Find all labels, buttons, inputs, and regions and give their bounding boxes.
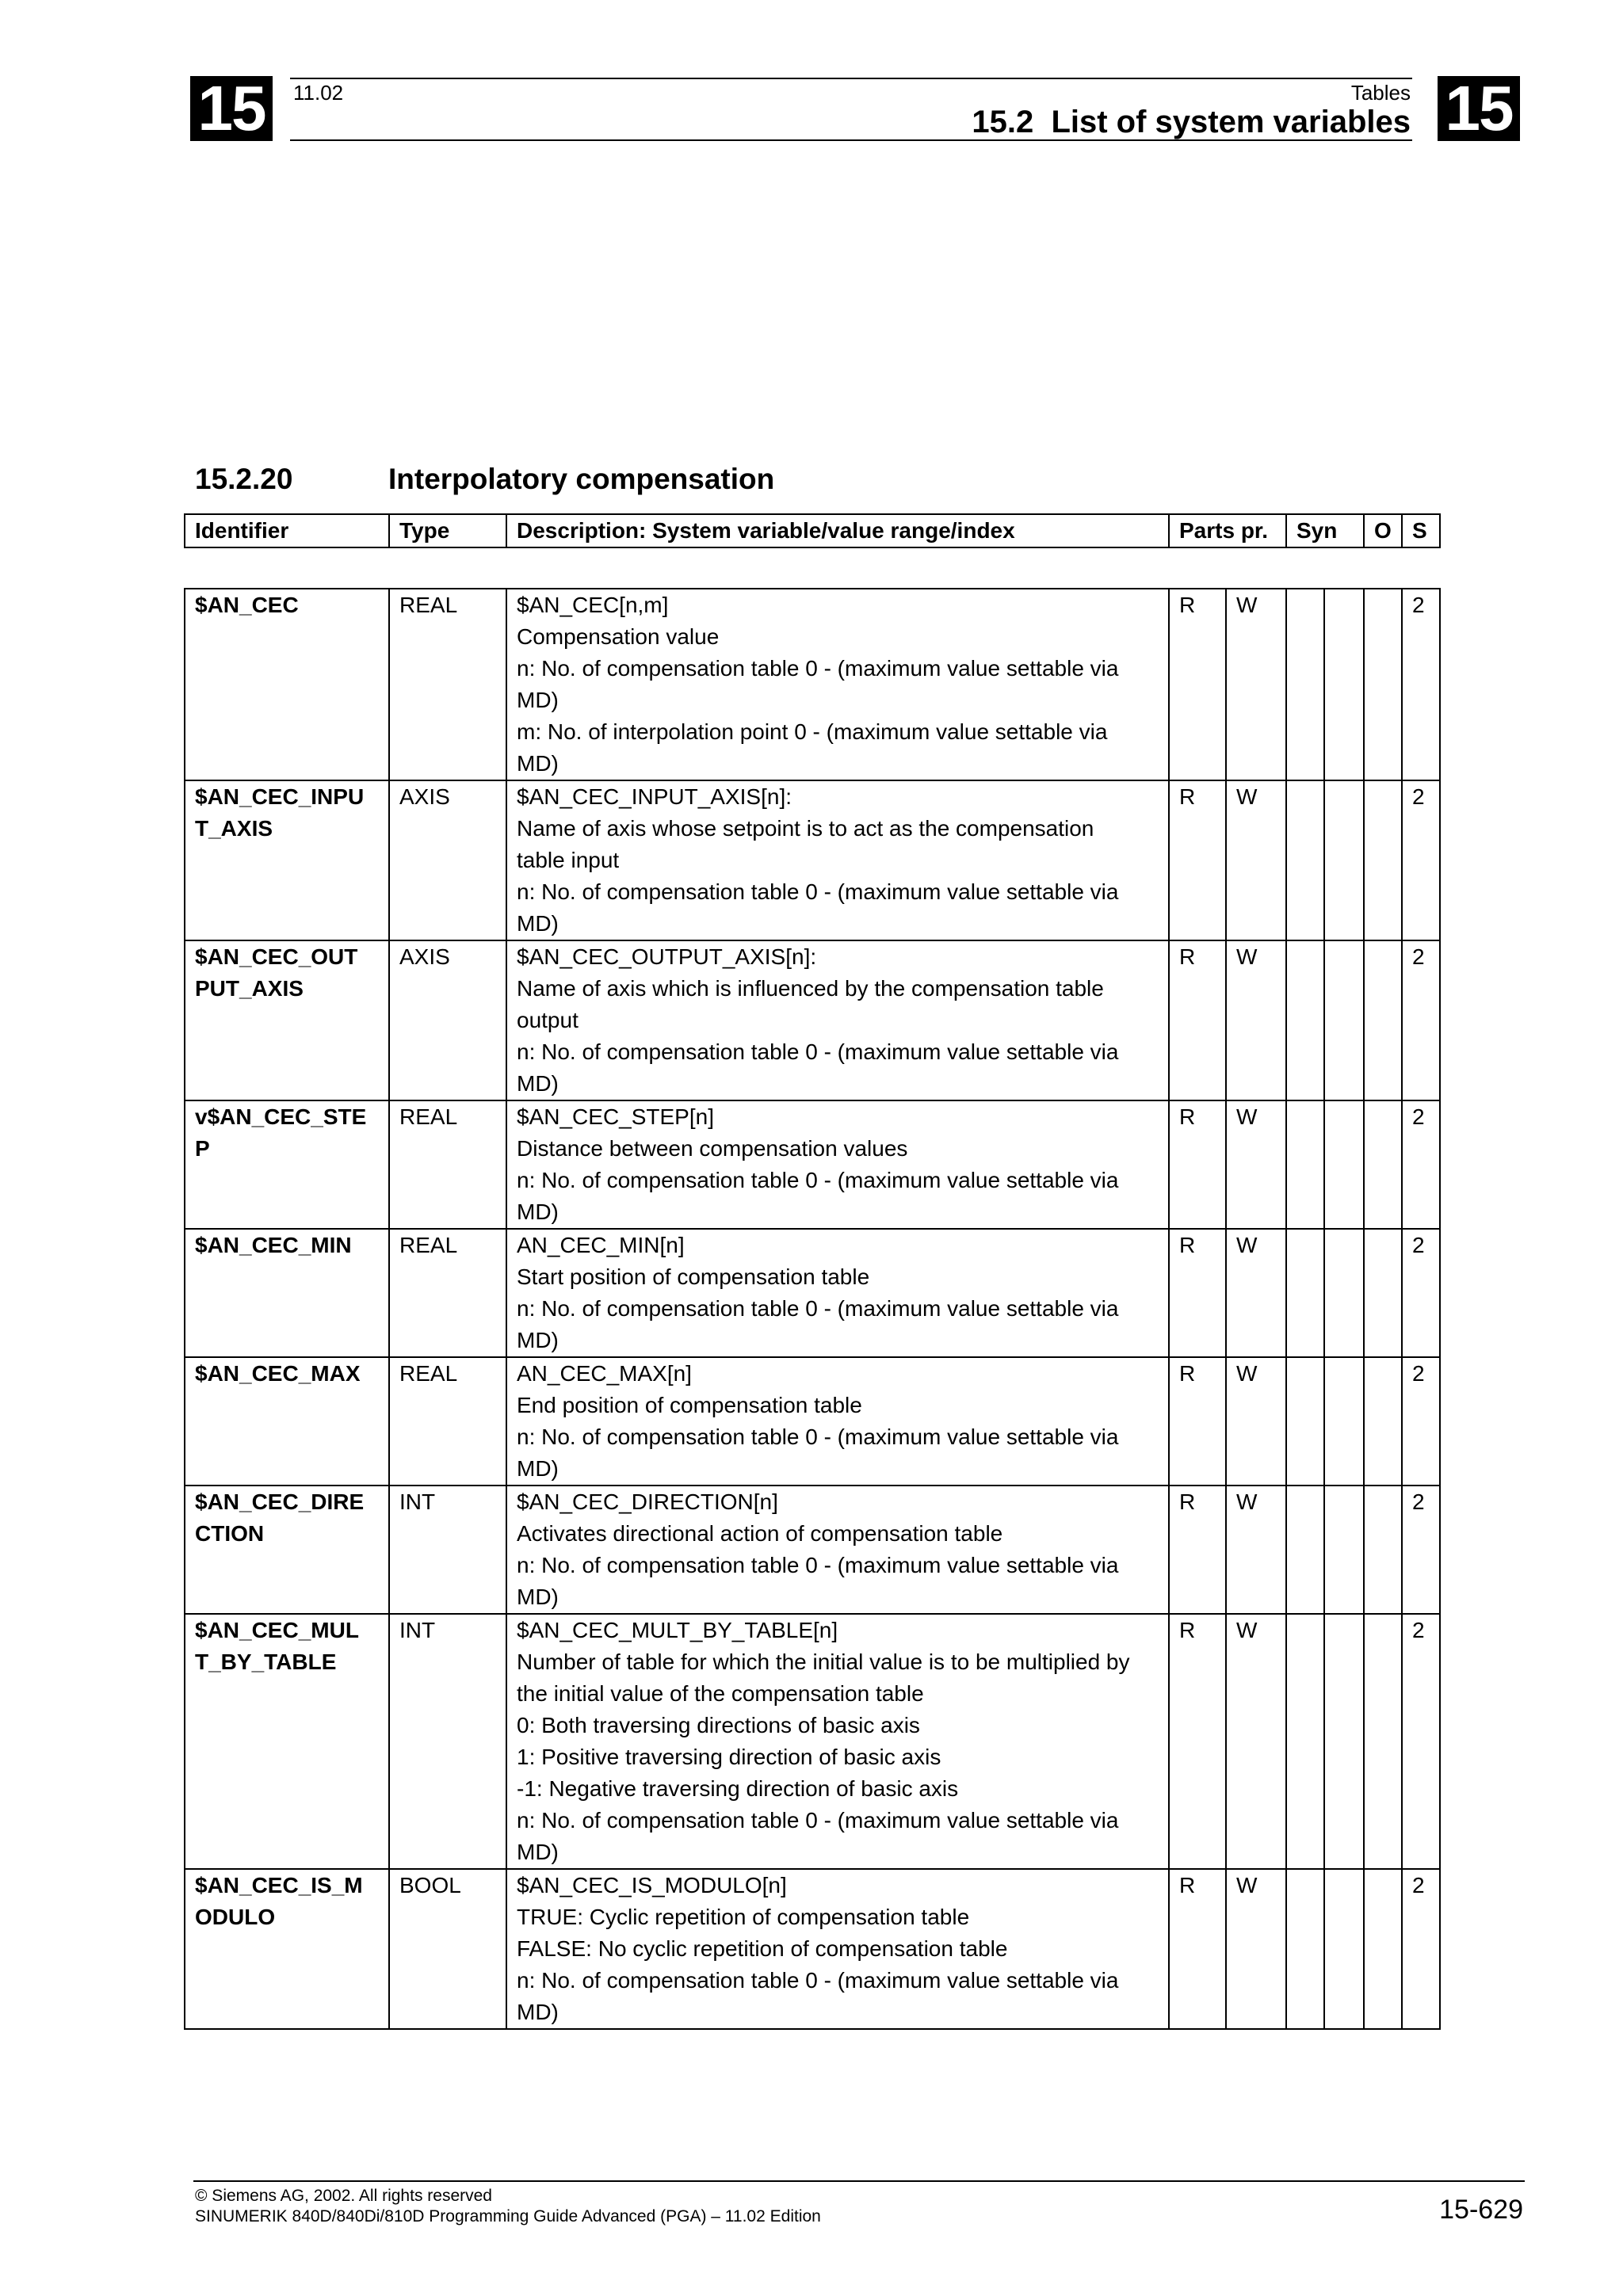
description-line: Start position of compensation table bbox=[517, 1264, 870, 1289]
description-line: MD) bbox=[517, 1585, 559, 1609]
description-line: MD) bbox=[517, 911, 559, 936]
description-line: n: No. of compensation table 0 - (maximum value settable via bbox=[517, 1808, 1119, 1833]
type-cell: REAL bbox=[389, 1229, 506, 1357]
identifier-line: $AN_CEC_MAX bbox=[195, 1361, 361, 1386]
description-cell bbox=[506, 780, 1169, 940]
empty-cell bbox=[1286, 1229, 1324, 1357]
description-line: Name of axis which is influenced by the compensation table bbox=[517, 976, 1104, 1001]
identifier-line: $AN_CEC_INPU bbox=[195, 784, 365, 809]
description-cell bbox=[506, 1100, 1169, 1229]
description-line: $AN_CEC_IS_MODULO[n] bbox=[517, 1873, 787, 1897]
write-access-cell: W bbox=[1226, 589, 1286, 780]
empty-cell bbox=[1364, 1357, 1402, 1486]
empty-cell bbox=[1324, 1486, 1364, 1614]
description-line: table input bbox=[517, 848, 620, 872]
description-line: n: No. of compensation table 0 - (maximum value settable via bbox=[517, 656, 1119, 681]
column-header-row bbox=[185, 514, 1440, 547]
table-row bbox=[185, 1869, 1440, 2029]
empty-cell bbox=[1324, 1357, 1364, 1486]
type-cell: REAL bbox=[389, 1357, 506, 1486]
description-line: 0: Both traversing directions of basic axis bbox=[517, 1713, 920, 1737]
empty-cell bbox=[1286, 1100, 1324, 1229]
header-rule-top bbox=[290, 78, 1412, 79]
description-cell bbox=[506, 1869, 1169, 2029]
description-line: n: No. of compensation table 0 - (maximum value settable via bbox=[517, 1296, 1119, 1321]
empty-cell bbox=[1286, 1869, 1324, 2029]
identifier-line: $AN_CEC_MIN bbox=[195, 1233, 352, 1257]
description-line: n: No. of compensation table 0 - (maximum value settable via bbox=[517, 879, 1119, 904]
identifier-cell bbox=[185, 1614, 389, 1869]
read-access-cell: R bbox=[1169, 1229, 1226, 1357]
write-access-cell: W bbox=[1226, 1357, 1286, 1486]
type-cell: INT bbox=[389, 1486, 506, 1614]
identifier-line: T_AXIS bbox=[195, 816, 273, 841]
description-cell bbox=[506, 1614, 1169, 1869]
col-o: O bbox=[1364, 514, 1402, 547]
empty-cell bbox=[1364, 940, 1402, 1100]
identifier-line: v$AN_CEC_STE bbox=[195, 1104, 367, 1129]
description-line: $AN_CEC_MULT_BY_TABLE[n] bbox=[517, 1618, 838, 1642]
type-cell: BOOL bbox=[389, 1869, 506, 2029]
identifier-cell bbox=[185, 1357, 389, 1486]
s-value-cell: 2 bbox=[1402, 780, 1440, 940]
empty-cell bbox=[1324, 940, 1364, 1100]
type-cell: AXIS bbox=[389, 940, 506, 1100]
identifier-line: CTION bbox=[195, 1521, 265, 1546]
table-row bbox=[185, 1357, 1440, 1486]
description-line: TRUE: Cyclic repetition of compensation table bbox=[517, 1905, 970, 1929]
description-line: MD) bbox=[517, 751, 559, 776]
description-line: MD) bbox=[517, 1456, 559, 1481]
empty-cell bbox=[1286, 780, 1324, 940]
write-access-cell: W bbox=[1226, 1869, 1286, 2029]
description-line: n: No. of compensation table 0 - (maximum value settable via bbox=[517, 1425, 1119, 1449]
read-access-cell: R bbox=[1169, 1869, 1226, 2029]
empty-cell bbox=[1324, 1100, 1364, 1229]
description-line: -1: Negative traversing direction of basic axis bbox=[517, 1776, 959, 1801]
identifier-line: T_BY_TABLE bbox=[195, 1650, 337, 1674]
empty-cell bbox=[1324, 1869, 1364, 2029]
description-cell bbox=[506, 589, 1169, 780]
s-value-cell: 2 bbox=[1402, 1486, 1440, 1614]
description-cell bbox=[506, 1357, 1169, 1486]
empty-cell bbox=[1364, 1869, 1402, 2029]
identifier-cell bbox=[185, 780, 389, 940]
empty-cell bbox=[1324, 1229, 1364, 1357]
col-type: Type bbox=[389, 514, 506, 547]
description-line: FALSE: No cyclic repetition of compensation table bbox=[517, 1936, 1008, 1961]
read-access-cell: R bbox=[1169, 1614, 1226, 1869]
empty-cell bbox=[1364, 1100, 1402, 1229]
write-access-cell: W bbox=[1226, 780, 1286, 940]
description-line: 1: Positive traversing direction of basic axis bbox=[517, 1745, 941, 1769]
section-title: Interpolatory compensation bbox=[388, 463, 775, 495]
read-access-cell: R bbox=[1169, 780, 1226, 940]
col-description: Description: System variable/value range/index bbox=[506, 514, 1169, 547]
s-value-cell: 2 bbox=[1402, 1100, 1440, 1229]
description-line: Compensation value bbox=[517, 624, 720, 649]
description-line: Name of axis whose setpoint is to act as the compensation bbox=[517, 816, 1094, 841]
description-line: $AN_CEC_INPUT_AXIS[n]: bbox=[517, 784, 792, 809]
empty-cell bbox=[1364, 1229, 1402, 1357]
identifier-line: P bbox=[195, 1136, 210, 1161]
type-cell: AXIS bbox=[389, 780, 506, 940]
description-line: MD) bbox=[517, 2000, 559, 2024]
write-access-cell: W bbox=[1226, 1100, 1286, 1229]
description-line: End position of compensation table bbox=[517, 1393, 862, 1417]
description-line: the initial value of the compensation table bbox=[517, 1681, 924, 1706]
empty-cell bbox=[1324, 1614, 1364, 1869]
description-line: n: No. of compensation table 0 - (maximum value settable via bbox=[517, 1553, 1119, 1577]
empty-cell bbox=[1286, 1614, 1324, 1869]
description-line: MD) bbox=[517, 1840, 559, 1864]
description-line: MD) bbox=[517, 1199, 559, 1224]
write-access-cell: W bbox=[1226, 940, 1286, 1100]
s-value-cell: 2 bbox=[1402, 1869, 1440, 2029]
identifier-line: $AN_CEC_OUT bbox=[195, 944, 358, 969]
table-row bbox=[185, 1486, 1440, 1614]
write-access-cell: W bbox=[1226, 1486, 1286, 1614]
empty-cell bbox=[1364, 780, 1402, 940]
chapter-badge-right: 15 bbox=[1438, 76, 1520, 141]
description-line: $AN_CEC_OUTPUT_AXIS[n]: bbox=[517, 944, 817, 969]
identifier-cell bbox=[185, 1229, 389, 1357]
s-value-cell: 2 bbox=[1402, 1229, 1440, 1357]
page-number: 15-629 bbox=[1439, 2195, 1523, 2225]
read-access-cell: R bbox=[1169, 940, 1226, 1100]
header-section-title: 15.2 List of system variables bbox=[972, 105, 1411, 139]
read-access-cell: R bbox=[1169, 1486, 1226, 1614]
s-value-cell: 2 bbox=[1402, 589, 1440, 780]
write-access-cell: W bbox=[1226, 1614, 1286, 1869]
table-row bbox=[185, 1614, 1440, 1869]
description-line: Number of table for which the initial value is to be multiplied by bbox=[517, 1650, 1130, 1674]
description-line: MD) bbox=[517, 1071, 559, 1096]
system-variables-table bbox=[184, 588, 1441, 2030]
col-syn: Syn bbox=[1286, 514, 1364, 547]
col-identifier: Identifier bbox=[185, 514, 389, 547]
empty-cell bbox=[1324, 780, 1364, 940]
description-line: n: No. of compensation table 0 - (maximum value settable via bbox=[517, 1168, 1119, 1192]
identifier-line: PUT_AXIS bbox=[195, 976, 304, 1001]
description-cell bbox=[506, 1229, 1169, 1357]
empty-cell bbox=[1324, 589, 1364, 780]
identifier-cell bbox=[185, 1869, 389, 2029]
read-access-cell: R bbox=[1169, 1357, 1226, 1486]
footer-edition: SINUMERIK 840D/840Di/810D Programming Guide Advanced (PGA) – 11.02 Edition bbox=[195, 2207, 821, 2225]
empty-cell bbox=[1364, 1614, 1402, 1869]
s-value-cell: 2 bbox=[1402, 940, 1440, 1100]
empty-cell bbox=[1286, 589, 1324, 780]
identifier-cell bbox=[185, 1486, 389, 1614]
description-cell bbox=[506, 1486, 1169, 1614]
identifier-line: $AN_CEC_DIRE bbox=[195, 1489, 365, 1514]
description-line: $AN_CEC_DIRECTION[n] bbox=[517, 1489, 778, 1514]
description-line: MD) bbox=[517, 688, 559, 712]
identifier-cell bbox=[185, 940, 389, 1100]
read-access-cell: R bbox=[1169, 589, 1226, 780]
empty-cell bbox=[1286, 1357, 1324, 1486]
type-cell: REAL bbox=[389, 1100, 506, 1229]
identifier-line: ODULO bbox=[195, 1905, 276, 1929]
table-row bbox=[185, 1229, 1440, 1357]
table-row bbox=[185, 940, 1440, 1100]
table-row bbox=[185, 780, 1440, 940]
column-header-table bbox=[184, 513, 1441, 548]
description-line: m: No. of interpolation point 0 - (maximum value settable via bbox=[517, 719, 1108, 744]
description-line: Activates directional action of compensation table bbox=[517, 1521, 1003, 1546]
s-value-cell: 2 bbox=[1402, 1614, 1440, 1869]
description-line: output bbox=[517, 1008, 579, 1032]
description-line: n: No. of compensation table 0 - (maximum value settable via bbox=[517, 1968, 1119, 1993]
description-line: n: No. of compensation table 0 - (maximum value settable via bbox=[517, 1039, 1119, 1064]
read-access-cell: R bbox=[1169, 1100, 1226, 1229]
header-date: 11.02 bbox=[293, 81, 344, 105]
description-cell bbox=[506, 940, 1169, 1100]
header-section-label: Tables bbox=[1350, 81, 1411, 105]
description-line: AN_CEC_MIN[n] bbox=[517, 1233, 685, 1257]
identifier-line: $AN_CEC_MUL bbox=[195, 1618, 359, 1642]
empty-cell bbox=[1286, 940, 1324, 1100]
identifier-cell bbox=[185, 589, 389, 780]
footer-rule bbox=[193, 2180, 1525, 2182]
col-s: S bbox=[1402, 514, 1440, 547]
type-cell: REAL bbox=[389, 589, 506, 780]
footer-copyright: © Siemens AG, 2002. All rights reserved bbox=[195, 2187, 492, 2205]
identifier-cell bbox=[185, 1100, 389, 1229]
table-row bbox=[185, 1100, 1440, 1229]
chapter-badge-left: 15 bbox=[190, 76, 273, 141]
description-line: AN_CEC_MAX[n] bbox=[517, 1361, 692, 1386]
description-line: $AN_CEC[n,m] bbox=[517, 593, 669, 617]
col-parts-pr: Parts pr. bbox=[1169, 514, 1286, 547]
table-row bbox=[185, 589, 1440, 780]
type-cell: INT bbox=[389, 1614, 506, 1869]
identifier-line: $AN_CEC_IS_M bbox=[195, 1873, 363, 1897]
empty-cell bbox=[1286, 1486, 1324, 1614]
description-line: MD) bbox=[517, 1328, 559, 1352]
description-line: $AN_CEC_STEP[n] bbox=[517, 1104, 714, 1129]
identifier-line: $AN_CEC bbox=[195, 593, 299, 617]
empty-cell bbox=[1364, 589, 1402, 780]
section-number: 15.2.20 bbox=[195, 463, 293, 495]
s-value-cell: 2 bbox=[1402, 1357, 1440, 1486]
description-line: Distance between compensation values bbox=[517, 1136, 908, 1161]
empty-cell bbox=[1364, 1486, 1402, 1614]
write-access-cell: W bbox=[1226, 1229, 1286, 1357]
